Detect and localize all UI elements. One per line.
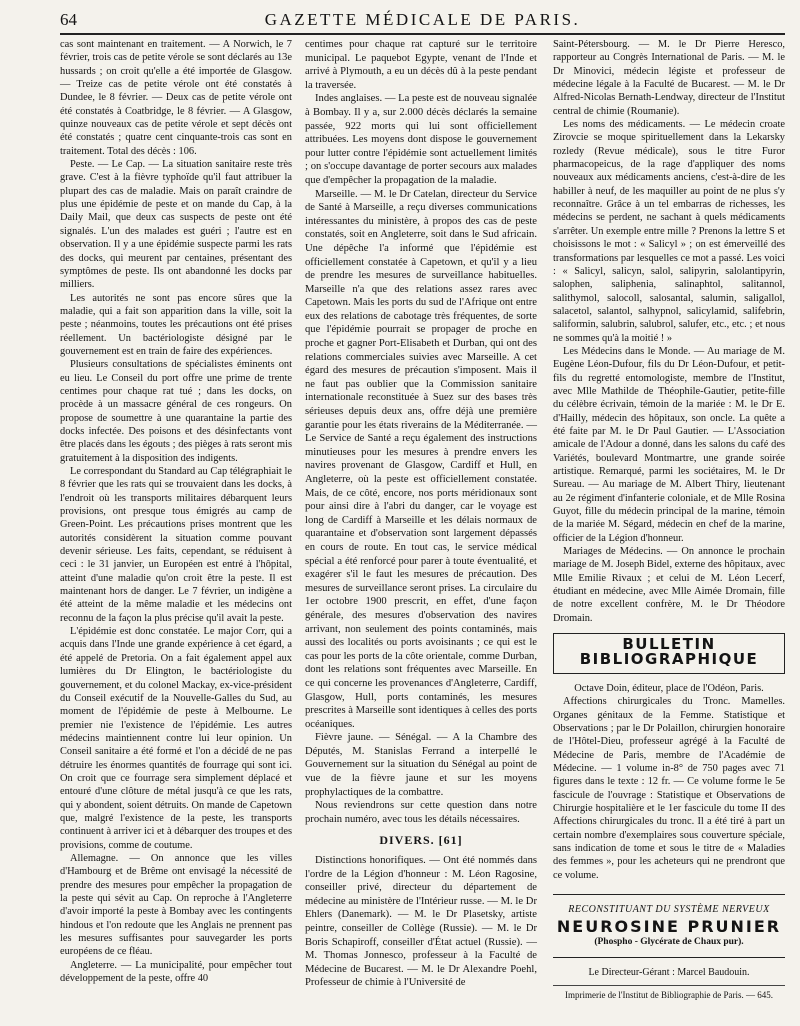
- paragraph: Les autorités ne sont pas encore sûres que la maladie, qui a fait son apparition dans la ville, soit la peste ; néanmoins, toutes les précautions ont été prises réellement. Un bactériologiste désigné par le gouvernement est en train de faire des expériences.: [60, 292, 292, 357]
- paragraph: Fièvre jaune. — Sénégal. — A la Chambre des Députés, M. Stanislas Ferrand a interpellé le Gouvernement sur la situation du Sénégal au point de vue de la fièvre jaune et sur les moyens prophylactiques de la combattre.: [305, 732, 537, 798]
- paragraph: Marseille. — M. le Dr Catelan, directeur du Service de Santé à Marseille, a reçu diverses communications intéressantes du ministère, à propos des cas de peste constatés, soit en Angleterre, soit dans le Sud africain. Une dépêche l'a informé que l'épidémie est officiellement constatée à Capetown, et qu'il y a lieu de prendre les mesures de surveillance habituelles. Marseille n'a que des relations assez rares avec Capetown. Mais les ports du sud de l'Afrique ont entre eux des relations de cabotage très fréquentes, de sorte que l'épidémie pourrait se propager de proche en proche et gagner Port-Elisabeth et Durban, qui ont des relations commerciales suivies avec Marseille. A cet égard des mesures de précaution s'imposent. Mais il ne faut pas oublier que la Commission sanitaire internationale reconstituée à Suez sur des bases très sérieuses depuis deux ans, offre déjà une première garantie pour les états riverains de la Méditerranée. — Le Service de Santé a reçu également des instructions minutieuses pour les mesures à prendre envers les navires provenant de Glasgow, Cardiff et Hull, en Angleterre, où la peste est officiellement constatée. Mais, de ce côté, encore, nos ports méridionaux sont pour ainsi dire à l'abri du danger, car le voyage est long de Cardiff à Marseille et les délais normaux de quarantaine et d'observation sont largement dépassés en cours de route. En tout cas, le service médical spécial a été renforcé pour parer à toute éventualité, et exagérer s'il le faut les mesures de précaution. Des mesures de surveillance seront prises. La circulaire du 1er octobre 1900 prescrit, en effet, d'une façon générale, des mesures d'observation des navires arrivant, non seulement des points contaminés, mais aussi des localités ou ports avoisinants ; ce qui est le cas pour les ports de la côte orientale, comme Durban, dont les relations sont fréquentes avec Marseille. En ce qui concerne les provenances d'Angleterre, Cardiff, Glasgow, Hull, ports contaminés, les mesures prescrites à Marseille sont identiques à celles des ports océaniques.: [305, 188, 537, 730]
- bulletin-title: BULLETIN BIBLIOGRAPHIQUE: [579, 635, 759, 669]
- paragraph: Saint-Pétersbourg. — M. le Dr Pierre Heresco, rapporteur au Congrès International de Paris. — M. le Dr Minovici, médecin légiste et professeur de médecine légale à la Faculté de Bucarest. — M. le Dr Alfred-Nicolas Bernath-Lendway, directeur de l'Institut central de chimie (Roumanie).: [553, 39, 785, 117]
- director-credit: Le Directeur-Gérant : Marcel Baudouin.: [588, 967, 750, 978]
- column-3: [553, 38, 785, 1003]
- paragraph: Les noms des médicaments. — Le médecin croate Zirovcie se moque spirituellement dans la Lekarsky rozledy (Revue médicale), sous le titre Furor pharmacopeicus, de la rage d'appliquer des noms nouveaux aux médicaments anciens, c'est-à-dire de les habiller à neuf, de les maquiller au point de ne plus s'y reconnaître. Grâce à un tel embarras de richesses, les médecins se perdent, ne sachant à quels médicaments s'arrêter. Un exemple entre mille ? Prenons la lettre S et choisissons le mot : « Salicyl » ; on est émerveillé des transformations par lesquelles ce mot a passé. Les voici : « Salicyl, salicyn, salol, salipyrin, salolantipyrin, salophen, saliphenia, salinaphtol, salitannol, salithymol, salocoll, salosantal, salumin, saligallol, salacetol, salantol, salhypnol, salicylamid, salifebrin, saliformin, salubrin, salubrol, salufer, etc., etc. ; et nous ne sommes qu'à la moitié ! »: [553, 119, 785, 344]
- bulletin-publisher: Octave Doin, éditeur, place de l'Odéon, Paris.: [574, 682, 764, 694]
- bulletin-banner: [553, 633, 785, 674]
- paragraph: Distinctions honorifiques. — Ont été nommés dans l'ordre de la Légion d'honneur : M. Léon Ragosine, conseiller privé, directeur du département de médecine au ministère de l'Intérieur russe. — M. le Dr Ehlers (Danemark). — M. le Dr Plasetsky, artiste peintre, conseiller de Collège (Russie). — M. le Dr Boris Schapiroff, conseiller d'État actuel (Russie). — M. Thomas Jonnesco, professeur à la Faculté de Médecine de Bucarest. — M. le Dr Alexandre Poehl, Professeur de chimie à l'Université de: [305, 855, 537, 989]
- paragraph: Mariages de Médecins. — On annonce le prochain mariage de M. Joseph Bidel, externe des hôpitaux, avec Mlle Emilie Rivaux ; et celui de M. Léon Lecerf, étudiant en médecine, avec Mlle Aimée Dromain, fille de notre excellent confrère, M. le Dr Théodore Dromain.: [553, 546, 785, 624]
- advert-tagline: RECONSTITUANT DU SYSTÈME NERVEUX: [568, 903, 770, 915]
- bulletin-entry: Affections chirurgicales du Tronc. Mamelles. Organes génitaux de la Femme. Statistique et Observations ; par le Dr Polaillon, chirurgien honoraire de l'Hôtel-Dieu, professeur agrégé à la Faculté de Médecine de Paris, membre de l'Académie de Médecine. — 1 volume in-8° de 750 pages avec 71 figures dans le texte : 12 fr. — Ce volume forme le 5e fascicule de l'ouvrage : Statistique et Observations de Chirurgie hospitalière et le 1er fascicule du tome II des Affections chirurgicales du tronc. Il a été tiré à part un certain nombre d'exemplaires sous couverture spéciale, sans indication de tome et sous le titre de « Maladies des femmes », pour les acheteurs qui ne prendront que ce volume.: [553, 696, 785, 881]
- paragraph: Angleterre. — La municipalité, pour empêcher tout développement de la peste, offre 40: [60, 959, 292, 985]
- divers-heading: DIVERS. [61]: [379, 833, 463, 848]
- journal-title: GAZETTE MÉDICALE DE PARIS.: [264, 10, 581, 29]
- column-1: [60, 38, 292, 985]
- paragraph: Plusieurs consultations de spécialistes éminents ont eu lieu. Le Conseil du port offre une prime de trente centimes pour chaque rat tué ; dans les docks, on procède à un massacre général de ces rongeurs. On propose de soumettre à une quarantaine la partie des docks infectée. Des poisons et des désinfectants vont être placés dans les égouts ; des pièges à rats seront mis gratuitement à la disposition des indigents.: [60, 359, 292, 464]
- paragraph: Peste. — Le Cap. — La situation sanitaire reste très grave. C'est à la fièvre typhoïde qu'il faut attribuer la plupart des cas de maladie. Mais on paraît craindre de plus une épidémie de peste et on mande du Cap, à la Daily Mail, que deux cas suspects de peste ont été signalés. L'un des malades est guéri ; l'autre est en observation. Il y a une épidémie suspecte parmi les rats des docks, qui meurent par centaines, présentant des symptômes de peste. Ils ont abandonné les docks par milliers.: [60, 159, 292, 291]
- paragraph: Indes anglaises. — La peste est de nouveau signalée à Bombay. Il y a, sur 2.000 décès déclarés la semaine passée, 922 morts qui lui sont officiellement attribuées. Les moyens dont dispose le gouvernement pour lutter contre l'épidémie sont actuellement limités ; on s'occupe davantage de porter secours aux malades que d'empêcher la propagation de la maladie.: [305, 93, 537, 186]
- advert-product-name: NEUROSINE PRUNIER: [556, 917, 782, 937]
- paragraph: centimes pour chaque rat capturé sur le territoire municipal. Le paquebot Egypte, venant de l'Inde et arrivé à Plymouth, a eu un décès dû à la peste pendant la traversée.: [305, 39, 537, 91]
- paragraph: Nous reviendrons sur cette question dans notre prochain numéro, avec tous les détails nécessaires.: [305, 800, 537, 825]
- header-rule: [60, 33, 785, 35]
- paragraph: Le correspondant du Standard au Cap télégraphiait le 8 février que les rats qui se trouvaient dans les docks, à l'endroit où les transports militaires débarquent leurs provisions, ont presque tous émigrés au camp de Green-Point. Les précautions prises montrent que les autorités considèrent la situation comme pouvant devenir sérieuse. Les faits, cependant, se réduisent à ceci : le 31 janvier, un Européen est entré à l'hôpital, atteint d'une maladie qu'on croit être la peste. Il est maintenant hors de danger. Le 7 février, un indigène a été atteint de la même maladie et les médecins ont reconnu de la façon la plus précise qu'il avait la peste.: [60, 466, 292, 624]
- paragraph: Allemagne. — On annonce que les villes d'Hambourg et de Brême ont envisagé la nécessité de prendre des mesures pour empêcher la propagation de la peste qui sévit au Cap. On reproche à l'Angleterre d'avoir importé la peste à Bombay avec les contingents hindous et l'on redoute que les Anglais ne prennent pas les mesures suffisantes pour sauvegarder les ports européens de ce fléau.: [60, 852, 292, 958]
- printer-credit: Imprimerie de l'Institut de Bibliographie de Paris. — 645.: [553, 985, 785, 1002]
- paragraph: L'épidémie est donc constatée. Le major Corr, qui a acquis dans l'Inde une grande expérience à cet égard, a été appelé de Pretoria. On a fait également appel aux lumières du Dr Elington, le bactériologiste du gouvernement, et du colonel Mackay, ex-vice-président du Conseil exécutif de la Nouvelle-Galles du Sud, au moment de l'épidémie de peste à Melbourne. Le premier nie l'existence de l'épidémie. Les autres médecins maintiennent contre lui leur opinion. Un Conseil sanitaire a été formé et l'on a décidé de ne pas détruire les énormes quantités de fourrage qui sont ici. On croit que ce fourrage sera simplement déplacé et entouré d'une clôture de métal jusqu'à ce que les rats, qui y abondent, soient détruits. On mande de Capetown que, malgré l'existence de la peste, les transports continuent à arriver ici et à débarquer des troupes et des provisions, comme de coutume.: [60, 626, 292, 851]
- paragraph: Les Médecins dans le Monde. — Au mariage de M. Eugène Léon-Dufour, fils du Dr Léon-Dufour, et petit-fils du regretté entomologiste, membre de l'Institut, avec Mlle Mathilde de Théophile-Gautier, petite-fille du célèbre écrivain, témoin de la mariée : M. le Dr E. d'Hailly, médecin des hôpitaux, son oncle. La quête a été faite par M. le Dr Paul Gautier. — L'Association amicale de l'Adour a donné, dans les salons du café des Variétés, boulevard Montmartre, une grande soirée artistique. Remarqué, parmi les sociétaires, M. le Dr Sureau. — Au mariage de M. Albert Thiry, lieutenant au 2e régiment d'infanterie coloniale, et de Mlle Rosina Guyot, fille du médecin principal de la marine, témoin de la mariée M. Ségard, médecin en chef de la marine, officier de la Légion d'honneur.: [553, 345, 785, 544]
- paragraph: cas sont maintenant en traitement. — A Norwich, le 7 février, trois cas de petite vérole se sont déclarés au 13e hussards ; on croit qu'elle a été importée de Glasgow. — Treize cas de petite vérole ont été constatés à Dundee, le 8 février. — Deux cas de petite vérole ont été constatés à Coatbridge, le 8 février. — A Glasgow, quinze nouveaux cas de petite vérole et sept décès ont été constatés ; quatre cent cinquante-trois cas sont en traitement. Total des décès : 106.: [60, 39, 292, 157]
- page-header: [60, 8, 785, 34]
- column-2: [305, 38, 537, 990]
- page-number: 64: [60, 10, 77, 29]
- advert-subtitle: (Phospho - Glycérate de Chaux pur).: [594, 936, 744, 947]
- advertisement: [553, 894, 785, 958]
